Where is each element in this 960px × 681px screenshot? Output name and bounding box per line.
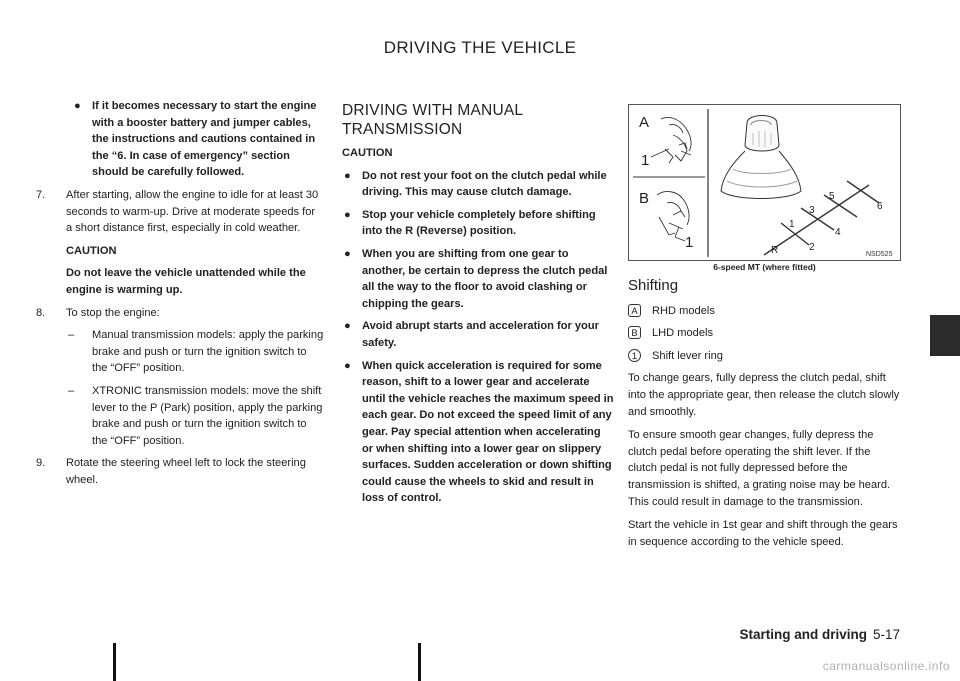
- crop-mark-left: [113, 643, 116, 681]
- caution-bullet-2-text: Stop your vehicle completely before shifting into the R (Reverse) position.: [362, 208, 596, 238]
- bullet-icon: ●: [344, 247, 351, 260]
- caution-bullet-2: [342, 207, 614, 240]
- legend-rhd: [628, 303, 901, 320]
- legend-ring-text: Shift lever ring: [652, 349, 723, 362]
- shifting-paragraph-2: To ensure smooth gear changes, fully depress the clutch pedal before operating the shift lever. If the clutch pedal is not fully depressed before the transmission is shifted, a grating noise may be heard. This could result in damage to the transmission.: [628, 429, 891, 508]
- step-7-number: 7.: [36, 188, 46, 201]
- caution-bullet-5-text: When quick acceleration is required for some reason, shift to a lower gear and accelerate until the vehicle reaches the maximum speed in each gear. Do not exceed the speed limit of any gear. Pay special attention when accelerating or when shifting into a lower gear on slippery surfaces. Sudden acceleration or down shifting could cause the wheels to skid and result in loss of control.: [362, 359, 614, 505]
- step-8-sub-1-text: Manual transmission models: apply the parking brake and push or turn the ignition switch to the “OFF” position.: [92, 329, 324, 375]
- left-caution-text: Do not leave the vehicle unattended while the engine is warming up.: [66, 267, 306, 296]
- chapter-tab: [930, 315, 960, 356]
- right-column: [628, 278, 901, 550]
- step-8-text: To stop the engine:: [66, 306, 160, 319]
- crop-mark-right: [418, 643, 421, 681]
- step-7-text: After starting, allow the engine to idle for at least 30 seconds to warm-up. Drive at moderate speeds for a short distance first, especially in cold weather.: [66, 188, 319, 235]
- lhd-shift-sketch: [657, 192, 689, 237]
- caution-bullet-5: [342, 358, 614, 507]
- left-column: [36, 98, 324, 494]
- caution-bullet-1-text: Do not rest your foot on the clutch pedal while driving. This may cause clutch damage.: [362, 169, 607, 199]
- page-footer: [739, 627, 900, 642]
- watermark: carmanualsonline.info: [822, 659, 950, 673]
- booster-bullet: [36, 98, 324, 181]
- rhd-shift-sketch: [661, 117, 691, 163]
- gear-label-6: 6: [877, 201, 883, 212]
- legend-mark-1: 1: [628, 349, 641, 362]
- caution-bullet-4-text: Avoid abrupt starts and acceleration for your safety.: [362, 320, 599, 349]
- label-a: A: [639, 114, 650, 131]
- caution-bullet-3: [342, 246, 614, 312]
- middle-column: [342, 101, 614, 513]
- left-caution-label: CAUTION: [66, 244, 117, 257]
- step-8-number: 8.: [36, 306, 46, 319]
- page-header: DRIVING THE VEHICLE: [383, 38, 577, 57]
- shift-pattern: [764, 181, 879, 255]
- dash-icon: –: [68, 329, 75, 342]
- step-8-sub-2-text: XTRONIC transmission models: move the shift lever to the P (Park) position, apply the parking brake and push or turn the ignition switch to the “OFF” position.: [92, 384, 323, 447]
- footer-section: Starting and driving: [739, 627, 867, 642]
- dash-icon: –: [68, 384, 75, 397]
- shifting-paragraph-1: To change gears, fully depress the clutch pedal, shift into the appropriate gear, then release the clutch slowly and smoothly.: [628, 372, 900, 418]
- bullet-icon: ●: [74, 100, 81, 112]
- gear-number-labels: [771, 191, 883, 256]
- gear-label-r: R: [771, 245, 779, 256]
- legend-lhd: [628, 325, 901, 342]
- label-1-bottom: 1: [685, 234, 694, 251]
- caution-bullet-3-text: When you are shifting from one gear to another, be certain to depress the clutch pedal all the way to the floor to avoid clashing or chipping the gears.: [362, 247, 608, 310]
- step-8: [36, 305, 324, 322]
- figure-caption: 6-speed MT (where fitted): [713, 262, 816, 272]
- legend-ring: [628, 348, 901, 365]
- caution-bullet-1: [342, 168, 614, 201]
- gear-shift-illustration: [629, 105, 900, 260]
- section-title-line-2: TRANSMISSION: [342, 121, 463, 138]
- step-9-text: Rotate the steering wheel left to lock the steering wheel.: [66, 457, 306, 486]
- shifting-title: Shifting: [628, 277, 679, 294]
- gear-shift-figure: [628, 104, 901, 261]
- legend-mark-a: A: [628, 304, 641, 317]
- legend-mark-b: B: [628, 326, 641, 339]
- label-b: B: [639, 190, 650, 207]
- step-8-sub-2: [36, 383, 324, 449]
- booster-bullet-text: If it becomes necessary to start the engine with a booster battery and jumper cables, the instructions and cautions contained in the “6. In case of emergency” section should be carefully followed.: [92, 100, 317, 179]
- gear-label-1: 1: [789, 219, 795, 230]
- legend-rhd-text: RHD models: [652, 304, 715, 317]
- caution-bullet-4: [342, 318, 614, 351]
- gear-label-5: 5: [829, 191, 835, 202]
- bullet-icon: ●: [344, 208, 351, 221]
- shift-knob: [721, 116, 801, 199]
- section-title: [342, 101, 614, 139]
- step-8-sub-1: [36, 327, 324, 377]
- bullet-icon: ●: [344, 320, 351, 333]
- step-9: [36, 455, 324, 488]
- label-1-top: 1: [641, 152, 650, 169]
- shifting-paragraph-3: Start the vehicle in 1st gear and shift through the gears in sequence according to the vehicle speed.: [628, 519, 898, 548]
- step-7: [36, 187, 324, 237]
- middle-caution-label: CAUTION: [342, 147, 393, 159]
- step-9-number: 9.: [36, 457, 46, 470]
- bullet-icon: ●: [344, 169, 351, 182]
- bullet-icon: ●: [344, 359, 351, 372]
- gear-label-3: 3: [809, 205, 815, 216]
- figure-code: NSD525: [866, 251, 893, 258]
- left-caution: [36, 243, 324, 299]
- gear-label-4: 4: [835, 227, 841, 238]
- legend-lhd-text: LHD models: [652, 327, 714, 340]
- section-title-line-1: DRIVING WITH MANUAL: [342, 102, 524, 119]
- page-number: 5-17: [872, 627, 900, 642]
- gear-label-2: 2: [809, 242, 815, 253]
